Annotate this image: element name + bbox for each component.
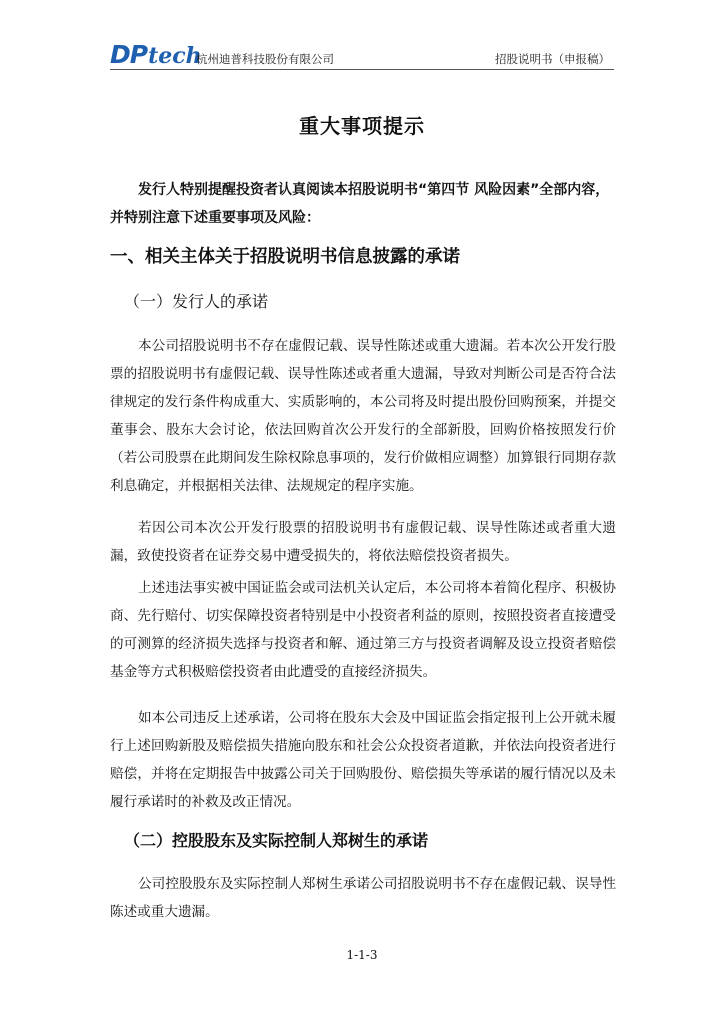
company-name: 杭州迪普科技股份有限公司 [196, 52, 334, 66]
paragraph: 若因公司本次公开发行股票的招股说明书有虚假记载、误导性陈述或者重大遗漏，致使投资者在证券交易中遭受损失的，将依法赔偿投资者损失。 [110, 520, 616, 564]
subsection-heading-issuer: （一）发行人的承诺 [124, 292, 269, 311]
paragraph: 如本公司违反上述承诺，公司将在股东大会及中国证监会指定报刊上公开就未履行上述回购新股及赔偿损失措施向股东和社会公众投资者道歉，并依法向投资者进行赔偿，并将在定期报告中披露公司关于回购股份、赔偿损失等承诺的履行情况以及未履行承诺时的补救及改正情况。 [110, 710, 616, 810]
page-title: 重大事项提示 [299, 114, 425, 138]
document-type: 招股说明书（申报稿） [495, 52, 610, 66]
company-logo [110, 40, 202, 68]
header-divider [110, 69, 614, 70]
paragraph: 公司控股股东及实际控制人郑树生承诺公司招股说明书不存在虚假记载、误导性陈述或重大遗漏。 [110, 876, 616, 920]
paragraph: 上述违法事实被中国证监会或司法机关认定后，本公司将本着简化程序、积极协商、先行赔付、切实保障投资者特别是中小投资者利益的原则，按照投资者直接遭受的可测算的经济损失选择与投资者和解、通过第三方与投资者调解及设立投资者赔偿基金等方式积极赔偿投资者由此遭受的直接经济损失。 [110, 580, 616, 680]
page-number: 1-1-3 [346, 948, 378, 962]
intro-paragraph: 发行人特别提醒投资者认真阅读本招股说明书“第四节 风险因素”全部内容，并特别注意下述重要事项及风险： [110, 182, 610, 226]
page-header [110, 40, 614, 70]
logo-tech-text: tech [148, 43, 202, 69]
paragraph: 本公司招股说明书不存在虚假记载、误导性陈述或重大遗漏。若本次公开发行股票的招股说明书有虚假记载、误导性陈述或者重大遗漏，导致对判断公司是否符合法律规定的发行条件构成重大、实质影响的，本公司将及时提出股份回购预案，并提交董事会、股东大会讨论，依法回购首次公开发行的全部新股，回购价格按照发行价（若公司股票在此期间发生除权除息事项的，发行价做相应调整）加算银行同期存款利息确定，并根据相关法律、法规规定的程序实施。 [110, 338, 616, 494]
section-heading: 一、相关主体关于招股说明书信息披露的承诺 [110, 247, 460, 267]
logo-dp-text: DP [110, 40, 148, 69]
subsection-heading-controller: （二）控股股东及实际控制人郑树生的承诺 [124, 831, 429, 850]
